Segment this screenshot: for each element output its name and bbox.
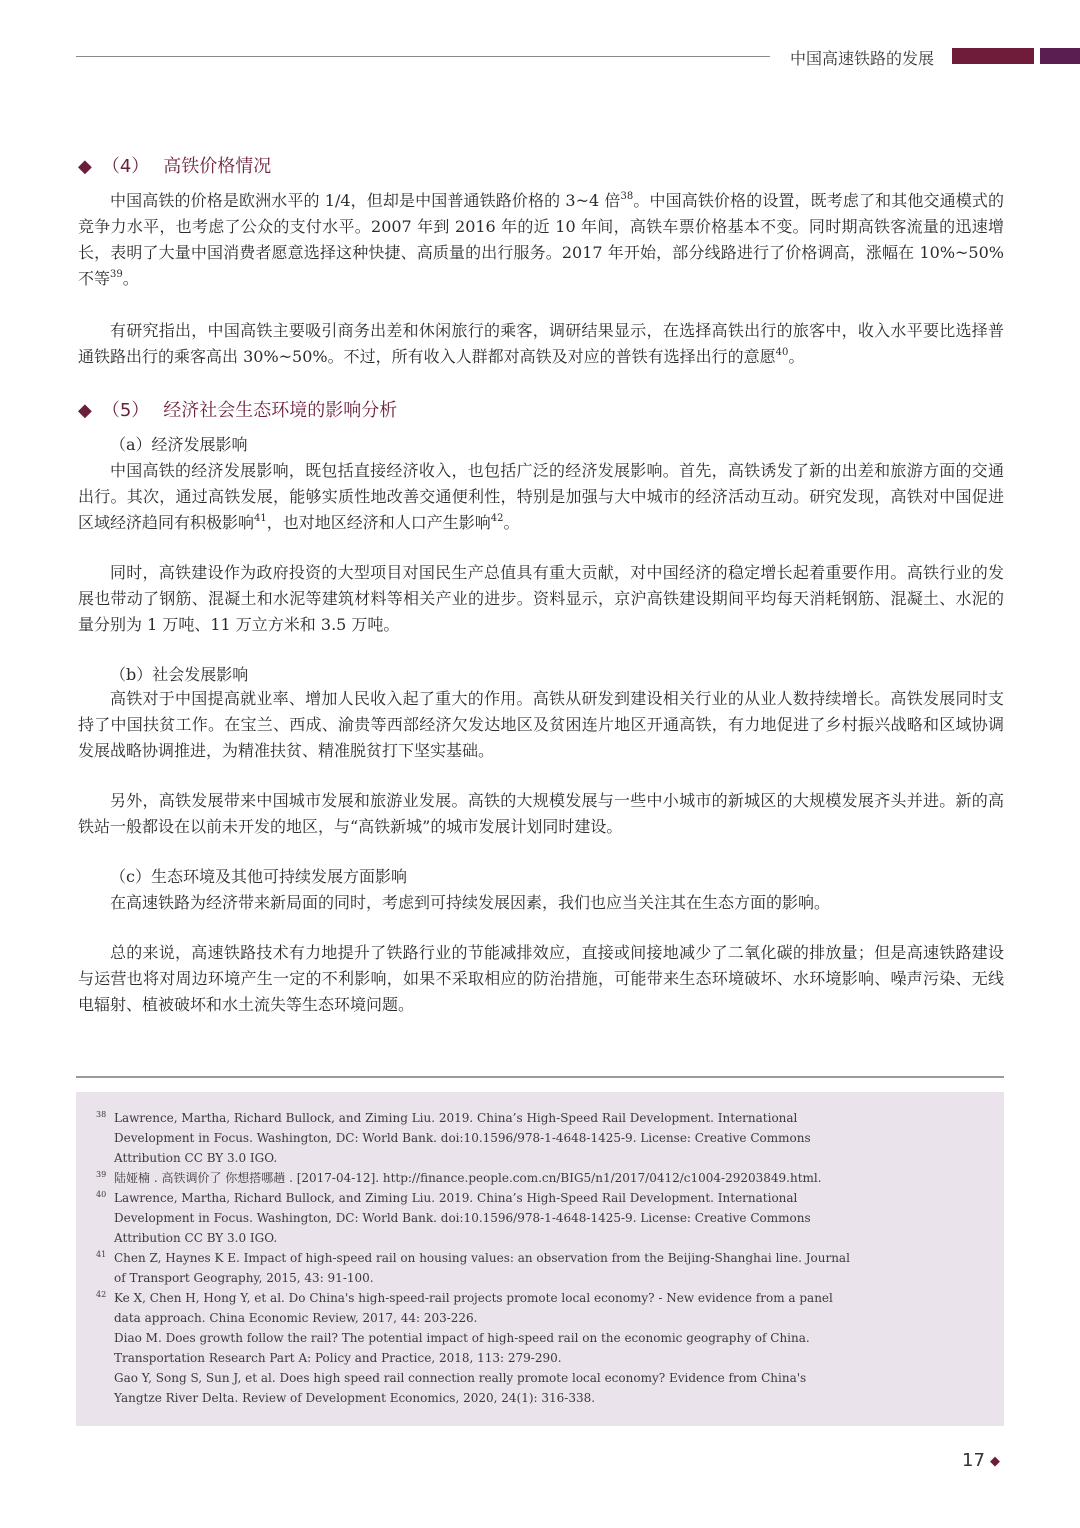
subheading-social: （b）社会发展影响 (110, 665, 249, 684)
section-heading-5 (78, 396, 397, 422)
diamond-icon: ◆ (78, 400, 92, 421)
footnote-item: 38 Lawrence, Martha, Richard Bullock, and Ziming Liu. 2019. China’s High-Speed Rail Development. International Development in Focus. Washington, DC: World Bank. doi:10.1596/978-1-4648-1425-9. License: Creative Commons Attribution CC BY 3.0 IGO. (96, 1110, 811, 1165)
header-color-bar (952, 48, 1034, 64)
footnote-item: Diao M. Does growth follow the rail? The potential impact of high-speed rail on the economic geography of China. Transportation Research Part A: Policy and Practice, 2018, 113: 279-290. (114, 1331, 810, 1365)
paragraph-employment: 高铁对于中国提高就业率、增加人民收入起了重大的作用。高铁从研发到建设相关行业的从业人数持续增长。高铁发展同时支持了中国扶贫工作。在宝兰、西成、渝贵等西部经济欠发达地区及贫困连片地区开通高铁，有力地促进了乡村振兴战略和区域协调发展战略协调推进，为精准扶贫、精准脱贫打下坚实基础。 (78, 689, 1004, 760)
footnote-rule (76, 1076, 1004, 1078)
footnote-item: Gao Y, Song S, Sun J, et al. Does high speed rail connection really promote local economy? Evidence from China's Yangtze River Delta. Review of Development Economics, 2020, 24(1): 316-338. (114, 1371, 807, 1405)
header-rule (76, 56, 770, 57)
footnote-item: 41 Chen Z, Haynes K E. Impact of high-speed rail on housing values: an observation from the Beijing-Shanghai line. Journal of Transport Geography, 2015, 43: 91-100. (96, 1250, 850, 1285)
running-header-title: 中国高速铁路的发展 (790, 49, 935, 68)
section-number: （4） (101, 156, 150, 177)
section-title: 高铁价格情况 (163, 156, 272, 177)
footnote-list (94, 1108, 854, 1408)
section-heading-4 (78, 152, 271, 178)
footnote-ref: 42 (490, 513, 504, 524)
paragraph-urban: 另外，高铁发展带来中国城市发展和旅游业发展。高铁的大规模发展与一些中小城市的新城区的大规模发展齐头并进。新的高铁站一般都设在以前未开发的地区，与“高铁新城”的城市发展计划同时建设。 (78, 791, 1004, 836)
diamond-icon: ◆ (78, 156, 92, 177)
footnote-item: 42 Ke X, Chen H, Hong Y, et al. Do China's high-speed-rail projects promote local economy? - New evidence from a panel data approach. China Economic Review, 2017, 44: 203-226. (96, 1290, 833, 1325)
footnote-ref: 38 (620, 191, 634, 202)
paragraph-passengers: 有研究指出，中国高铁主要吸引商务出差和休闲旅行的乘客，调研结果显示，在选择高铁出行的旅客中，收入水平要比选择普通铁路出行的乘客高出 30%~50%。不过，所有收入人群都对高铁及对应的普铁有选择出行的意愿$^{40}$。 (78, 321, 1004, 366)
paragraph-ecology: 在高速铁路为经济带来新局面的同时，考虑到可持续发展因素，我们也应当关注其在生态方面的影响。 (110, 893, 831, 912)
subheading-ecology: （c）生态环境及其他可持续发展方面影响 (110, 867, 407, 886)
footnote-ref: 39 (110, 269, 123, 280)
footnote-ref: 40 (775, 347, 789, 358)
header-color-bar-accent (1040, 48, 1080, 64)
paragraph-investment: 同时，高铁建设作为政府投资的大型项目对国民生产总值具有重大贡献，对中国经济的稳定增长起着重要作用。高铁行业的发展也带动了钢筋、混凝土和水泥等建筑材料等相关产业的进步。资料显示，京沪高铁建设期间平均每天消耗钢筋、混凝土、水泥的量分别为 1 万吨、11 万立方米和 3.5 万吨。 (78, 563, 1004, 634)
subheading-economic: （a）经济发展影响 (110, 435, 248, 454)
paragraph-summary: 总的来说，高速铁路技术有力地提升了铁路行业的节能减排效应，直接或间接地减少了二氧化碳的排放量；但是高速铁路建设与运营也将对周边环境产生一定的不利影响，如果不采取相应的防治措施，可能带来生态环境破坏、水环境影响、噪声污染、无线电辐射、植被破坏和水土流失等生态环境问题。 (78, 943, 1004, 1014)
diamond-icon: ◆ (990, 1454, 1000, 1469)
paragraph-price: 中国高铁的价格是欧洲水平的 1/4，但却是中国普通铁路价格的 3~4 倍$^{38}$。中国高铁价格的设置，既考虑了和其他交通模式的竞争力水平，也考虑了公众的支付水平。2007 年到 2016 年的近 10 年间，高铁车票价格基本不变。同时期高铁客流量的迅速增长，表明了大量中国消费者愿意选择这种快捷、高质量的出行服务。2017 年开始，部分线路进行了价格调高，涨幅在 10%~50% 不等$^{39}$。 (78, 191, 1004, 288)
section-number: （5） (101, 400, 150, 421)
page-number: 17 (962, 1450, 985, 1471)
footnote-item: 40 Lawrence, Martha, Richard Bullock, and Ziming Liu. 2019. China’s High-Speed Rail Development. International Development in Focus. Washington, DC: World Bank. doi:10.1596/978-1-4648-1425-9. License: Creative Commons Attribution CC BY 3.0 IGO. (96, 1190, 811, 1245)
paragraph-economic-impact: 中国高铁的经济发展影响，既包括直接经济收入，也包括广泛的经济发展影响。首先，高铁诱发了新的出差和旅游方面的交通出行。其次，通过高铁发展，能够实质性地改善交通便利性，特别是加强与大中城市的经济活动互动。研究发现，高铁对中国促进区域经济趋同有积极影响$^{41}$，也对地区经济和人口产生影响$^{42}$。 (78, 461, 1004, 532)
footnote-ref: 41 (254, 513, 267, 524)
section-title: 经济社会生态环境的影响分析 (163, 400, 398, 421)
footnote-item: 39 陆娅楠 . 高铁调价了 你想搭哪趟 . [2017-04-12]. http://finance.people.com.cn/BIG5/n1/2017/0412/c1004-29203849.html. (96, 1170, 822, 1185)
